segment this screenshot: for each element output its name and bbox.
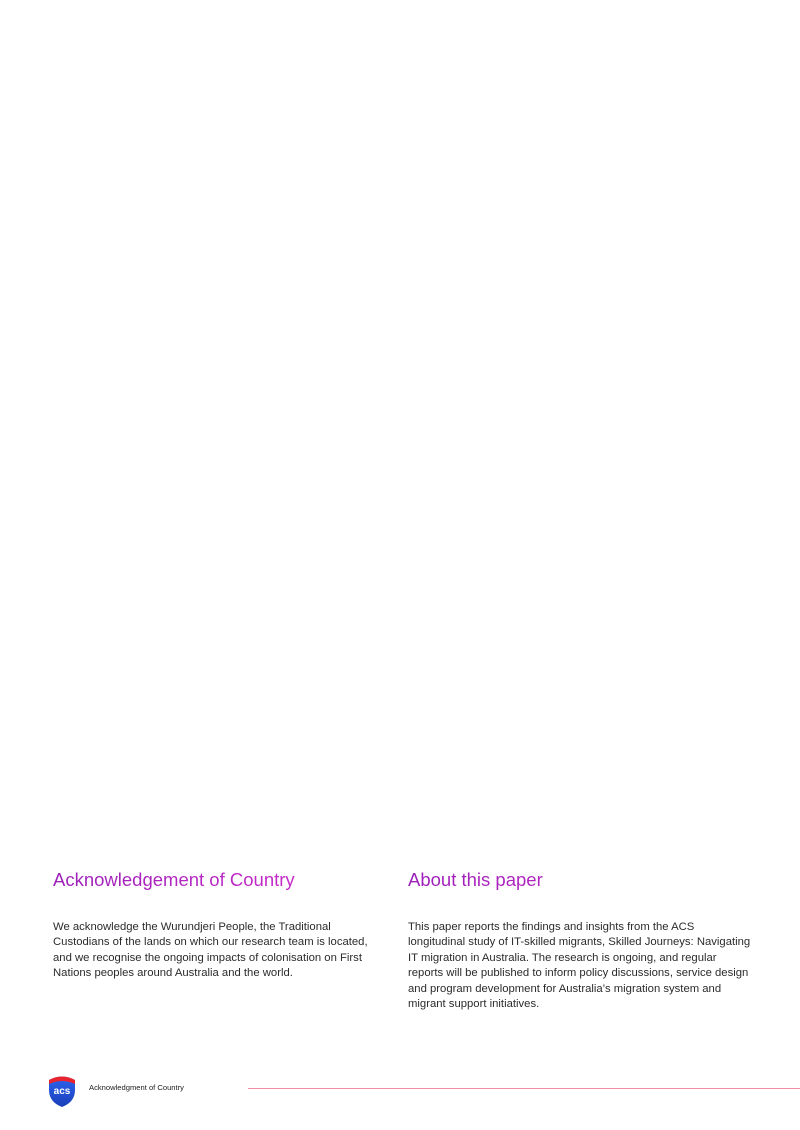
about-section: [408, 868, 753, 1011]
acknowledgement-section: [53, 868, 388, 980]
acs-logo-text: acs: [53, 1086, 71, 1097]
about-body: This paper reports the findings and insights from the ACS longitudinal study of IT-skilled migrants, Skilled Journeys: Navigating IT migration in Australia. The research is ongoing, and regular reports will be published to inform policy discussions, service design and program development for Australia’s migration system and migrant support initiatives.: [408, 921, 751, 1011]
footer-divider: [248, 1088, 800, 1089]
acs-logo: [47, 1074, 77, 1108]
acknowledgement-body: We acknowledge the Wurundjeri People, the Traditional Custodians of the lands on which our research team is located, and we recognise the ongoing impacts of colonisation on First Nations peoples around Australia and the world.: [53, 921, 368, 980]
acknowledgement-heading: Acknowledgement of Country: [53, 868, 388, 892]
about-heading: About this paper: [408, 868, 753, 892]
footer-section-label: Acknowledgment of Country: [89, 1083, 184, 1092]
